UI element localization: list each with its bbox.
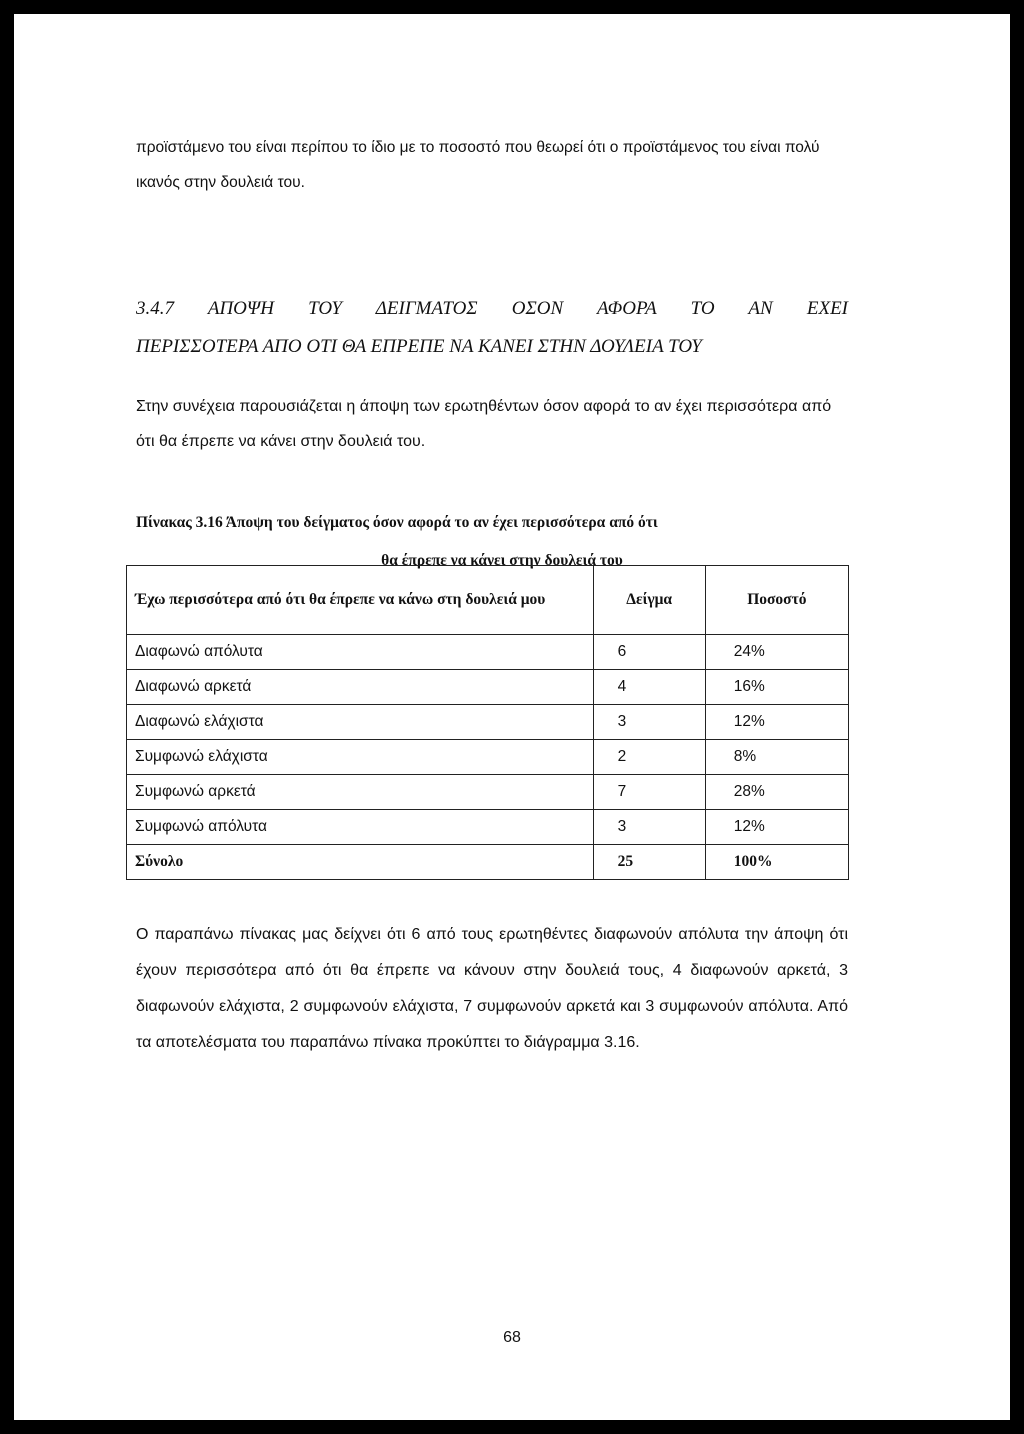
results-table [126, 565, 849, 880]
table-row [127, 670, 849, 705]
page-number: 68 [503, 1329, 521, 1346]
summary-paragraph: Ο παραπάνω πίνακας μας δείχνει ότι 6 από τους ερωτηθέντες διαφωνούν απόλυτα την άποψη ότι έχουν περισσότερα από ότι θα έπρεπε να κάνουν στην δουλειά τους, 4 διαφωνούν αρκετά, 3 διαφωνούν ελάχιστα, 2 συμφωνούν ελάχιστα, 7 συμφωνούν αρκετά και 3 συμφωνούν απόλυτα. Από τα αποτελέσματα του παραπάνω πίνακα προκύπτει το διάγραμμα 3.16. [136, 926, 848, 1051]
row-label: Διαφωνώ απόλυτα [127, 635, 594, 670]
row-sample: 7 [593, 775, 705, 810]
table-row [127, 810, 849, 845]
row-sample: 2 [593, 740, 705, 775]
row-label: Συμφωνώ αρκετά [127, 775, 594, 810]
document-page [14, 14, 1010, 1420]
table-row [127, 740, 849, 775]
row-sample: 4 [593, 670, 705, 705]
row-label: Διαφωνώ ελάχιστα [127, 705, 594, 740]
row-label: Συμφωνώ απόλυτα [127, 810, 594, 845]
row-sample: 3 [593, 705, 705, 740]
total-sample: 25 [593, 845, 705, 880]
table-header-row [127, 566, 849, 635]
table-row [127, 705, 849, 740]
row-percent: 28% [705, 775, 848, 810]
row-sample: 3 [593, 810, 705, 845]
row-percent: 12% [705, 810, 848, 845]
row-percent: 16% [705, 670, 848, 705]
section-heading [136, 290, 848, 366]
header-statement: Έχω περισσότερα από ότι θα έπρεπε να κάνω στη δουλειά μου [127, 566, 594, 635]
row-sample: 6 [593, 635, 705, 670]
section-paragraph: Στην συνέχεια παρουσιάζεται η άποψη των ερωτηθέντων όσον αφορά το αν έχει περισσότερα από ότι θα έπρεπε να κάνει στην δουλειά του. [136, 398, 832, 450]
table-row [127, 775, 849, 810]
table-row [127, 635, 849, 670]
header-percent: Ποσοστό [705, 566, 848, 635]
row-percent: 12% [705, 705, 848, 740]
table-caption-line-2: θα έπρεπε να κάνει στην δουλειά του [381, 552, 623, 569]
table-caption-line-1: Πίνακας 3.16 Άποψη του δείγματος όσον αφορά το αν έχει περισσότερα από ότι [136, 514, 658, 531]
row-label: Διαφωνώ αρκετά [127, 670, 594, 705]
header-sample: Δείγμα [593, 566, 705, 635]
table-total-row [127, 845, 849, 880]
total-percent: 100% [705, 845, 848, 880]
row-percent: 24% [705, 635, 848, 670]
section-heading-line-2: ΠΕΡΙΣΣΟΤΕΡΑ ΑΠΟ ΟΤΙ ΘΑ ΕΠΡΕΠΕ ΝΑ ΚΑΝΕΙ ΣΤΗΝ ΔΟΥΛΕΙΑ ΤΟΥ [136, 336, 702, 357]
row-percent: 8% [705, 740, 848, 775]
intro-paragraph: προϊστάμενο του είναι περίπου το ίδιο με το ποσοστό που θεωρεί ότι ο προϊστάμενος του είναι πολύ ικανός στην δουλειά του. [136, 139, 820, 191]
section-heading-line-1: 3.4.7 ΑΠΟΨΗ ΤΟΥ ΔΕΙΓΜΑΤΟΣ ΟΣΟΝ ΑΦΟΡΑ ΤΟ ΑΝ ΕΧΕΙ [136, 298, 848, 319]
row-label: Συμφωνώ ελάχιστα [127, 740, 594, 775]
total-label: Σύνολο [127, 845, 594, 880]
